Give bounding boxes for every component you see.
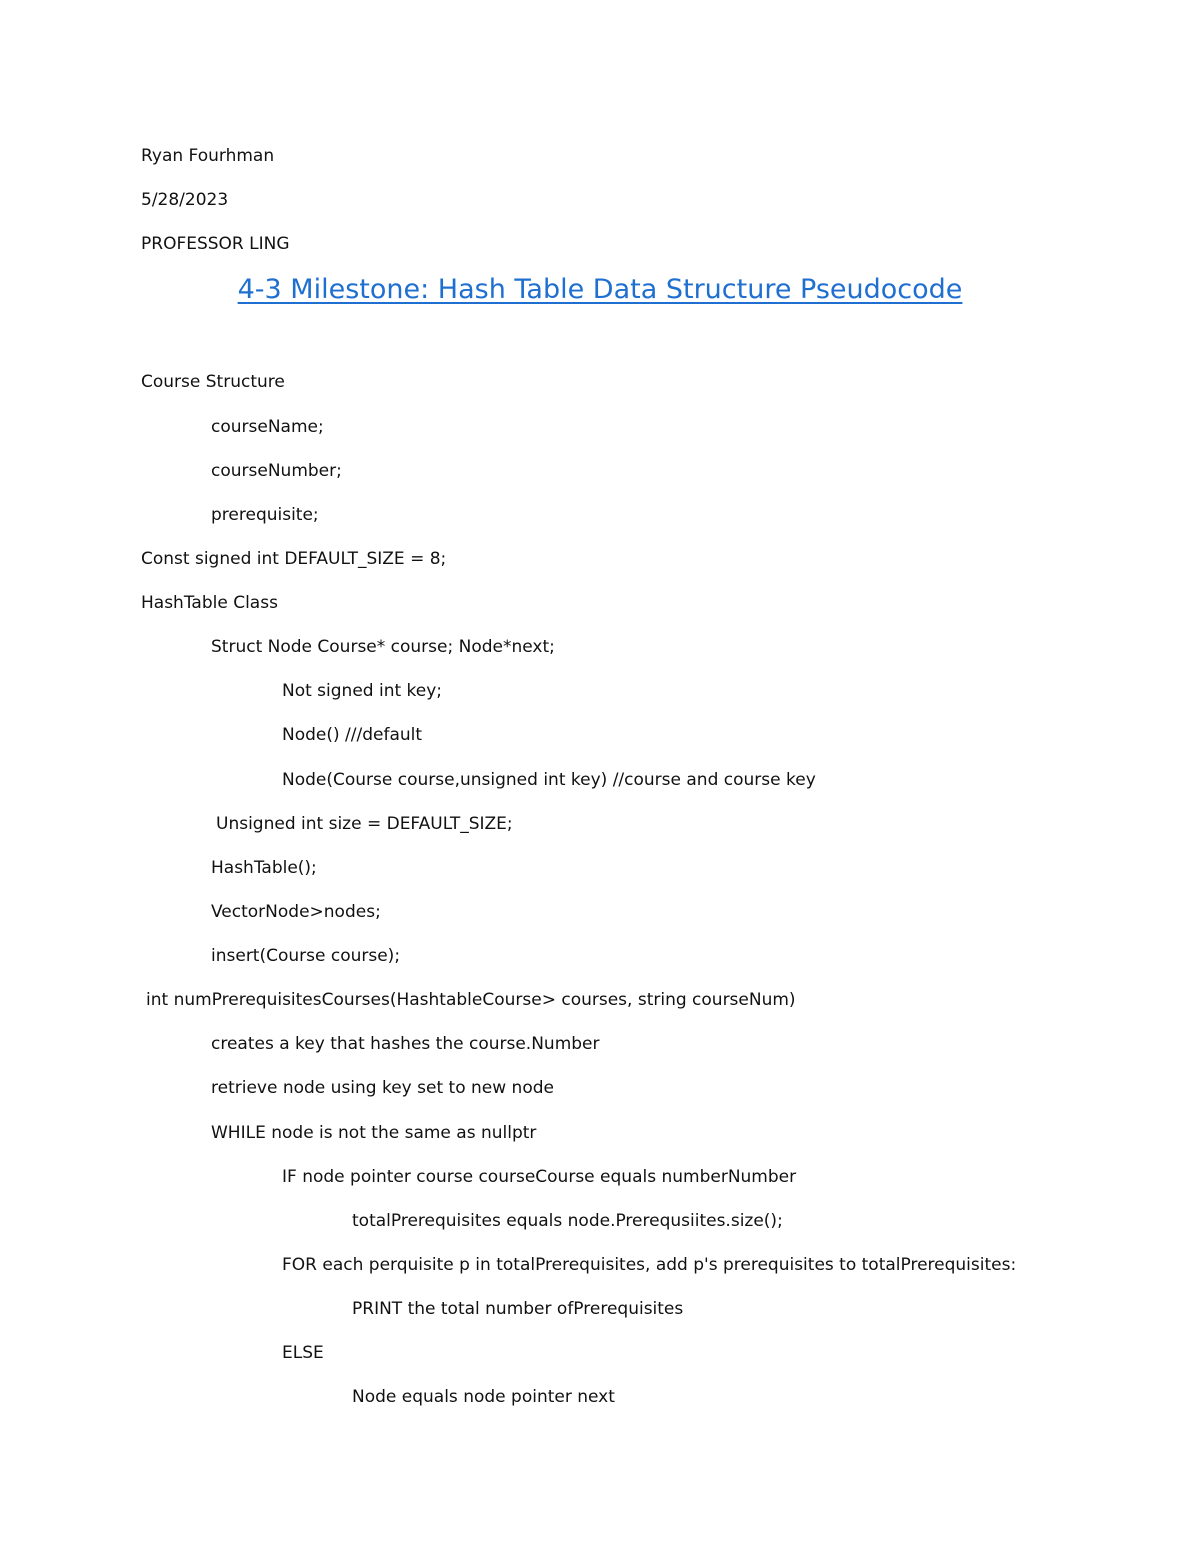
code-line: Not signed int key; [282, 681, 443, 701]
code-line: insert(Course course); [211, 946, 401, 966]
code-line: prerequisite; [211, 505, 319, 525]
code-line: creates a key that hashes the course.Number [211, 1034, 600, 1054]
code-line: PRINT the total number ofPrerequisites [352, 1299, 684, 1319]
code-line: Course Structure [141, 372, 285, 392]
author-name: Ryan Fourhman [141, 146, 275, 166]
document-title: 4-3 Milestone: Hash Table Data Structure Pseudocode [237, 274, 963, 305]
code-line: Unsigned int size = DEFAULT_SIZE; [216, 814, 513, 834]
code-line: retrieve node using key set to new node [211, 1078, 554, 1098]
code-line: courseName; [211, 417, 324, 437]
code-line: VectorNode>nodes; [211, 902, 381, 922]
code-line: WHILE node is not the same as nullptr [211, 1123, 537, 1143]
code-line: HashTable Class [141, 593, 278, 613]
code-line: Node(Course course,unsigned int key) //course and course key [282, 770, 816, 790]
code-line: IF node pointer course courseCourse equals numberNumber [282, 1167, 797, 1187]
code-line: int numPrerequisitesCourses(HashtableCourse> courses, string courseNum) [146, 990, 796, 1010]
code-line: Struct Node Course* course; Node*next; [211, 637, 555, 657]
code-line: totalPrerequisites equals node.Prerequsiites.size(); [352, 1211, 783, 1231]
code-line: Node equals node pointer next [352, 1387, 615, 1407]
code-line: courseNumber; [211, 461, 342, 481]
professor-name: PROFESSOR LING [141, 234, 290, 254]
document-date: 5/28/2023 [141, 190, 229, 210]
code-line: HashTable(); [211, 858, 317, 878]
code-line: Node() ///default [282, 725, 423, 745]
code-line: FOR each perquisite p in totalPrerequisites, add p's prerequisites to totalPrerequisites: [282, 1255, 1017, 1275]
code-line: Const signed int DEFAULT_SIZE = 8; [141, 549, 447, 569]
code-line: ELSE [282, 1343, 324, 1363]
